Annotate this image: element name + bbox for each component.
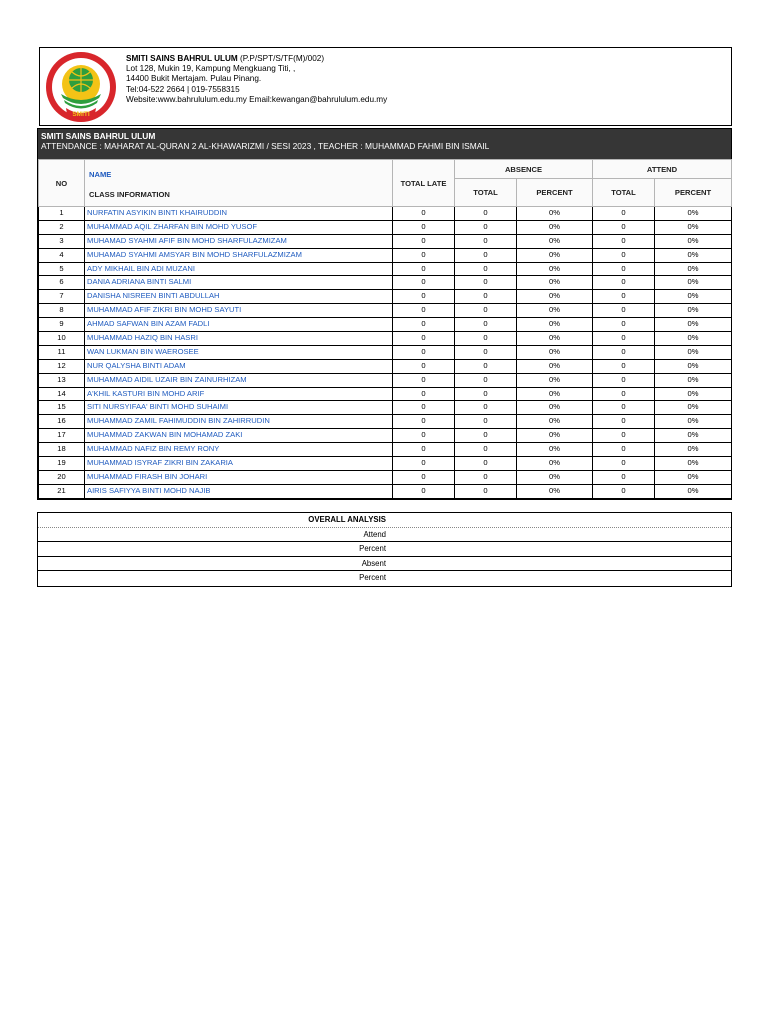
table-row	[39, 248, 732, 262]
attend-percent: 0%	[655, 276, 732, 290]
total-late: 0	[393, 359, 455, 373]
overall-row-attend-percent	[38, 542, 731, 557]
school-logo	[42, 50, 120, 124]
attend-percent: 0%	[655, 429, 732, 443]
student-name: AIRIS SAFIYYA BINTI MOHD NAJIB	[85, 484, 393, 498]
attend-total: 0	[593, 318, 655, 332]
absence-percent: 0%	[517, 304, 593, 318]
table-row	[39, 276, 732, 290]
school-registration: (P.P/SPT/S/TF(M)/002)	[240, 54, 325, 63]
total-late: 0	[393, 234, 455, 248]
total-late: 0	[393, 345, 455, 359]
overall-analysis	[37, 512, 732, 587]
overall-row-absent	[38, 557, 731, 572]
table-row	[39, 484, 732, 498]
student-name: MUHAMMAD ZAKWAN BIN MOHAMAD ZAKI	[85, 429, 393, 443]
overall-row-absent-percent	[38, 571, 731, 586]
attend-total: 0	[593, 484, 655, 498]
absence-percent: 0%	[517, 276, 593, 290]
attend-percent: 0%	[655, 484, 732, 498]
student-number: 12	[39, 359, 85, 373]
column-header-absence: ABSENCE	[455, 160, 593, 179]
absence-total: 0	[455, 387, 517, 401]
absence-percent: 0%	[517, 359, 593, 373]
attend-total: 0	[593, 429, 655, 443]
attend-percent: 0%	[655, 234, 732, 248]
student-name: WAN LUKMAN BIN WAEROSEE	[85, 345, 393, 359]
absence-total: 0	[455, 248, 517, 262]
absence-percent: 0%	[517, 220, 593, 234]
student-name: NURFATIN ASYIKIN BINTI KHAIRUDDIN	[85, 207, 393, 221]
student-number: 17	[39, 429, 85, 443]
absence-total: 0	[455, 457, 517, 471]
attend-percent: 0%	[655, 359, 732, 373]
absence-percent: 0%	[517, 332, 593, 346]
absence-percent: 0%	[517, 429, 593, 443]
total-late: 0	[393, 304, 455, 318]
attend-total: 0	[593, 443, 655, 457]
attend-total: 0	[593, 234, 655, 248]
table-row	[39, 401, 732, 415]
attend-total: 0	[593, 415, 655, 429]
student-name: MUHAMAD SYAHMI AFIF BIN MOHD SHARFULAZMIZAM	[85, 234, 393, 248]
column-header-no: NO	[39, 160, 85, 207]
attend-percent: 0%	[655, 345, 732, 359]
absence-total: 0	[455, 290, 517, 304]
report-subtitle: ATTENDANCE : MAHARAT AL-QURAN 2 AL-KHAWARIZMI / SESI 2023 , TEACHER : MUHAMMAD FAHMI BIN ISMAIL	[41, 141, 490, 152]
student-number: 13	[39, 373, 85, 387]
student-number: 6	[39, 276, 85, 290]
attend-percent: 0%	[655, 318, 732, 332]
attend-total: 0	[593, 345, 655, 359]
student-number: 20	[39, 470, 85, 484]
attend-total: 0	[593, 332, 655, 346]
absence-percent: 0%	[517, 262, 593, 276]
absence-percent: 0%	[517, 470, 593, 484]
column-header-name	[85, 160, 393, 207]
attend-total: 0	[593, 373, 655, 387]
attend-total: 0	[593, 401, 655, 415]
student-name: MUHAMMAD AQIL ZHARFAN BIN MOHD YUSOF	[85, 220, 393, 234]
student-number: 21	[39, 484, 85, 498]
attendance-report	[37, 128, 732, 500]
school-address-line-2: 14400 Bukit Mertajam. Pulau Pinang.	[126, 74, 262, 84]
total-late: 0	[393, 248, 455, 262]
absence-total: 0	[455, 345, 517, 359]
overall-label-attend: Attend	[363, 529, 386, 539]
attend-percent: 0%	[655, 290, 732, 304]
attend-percent: 0%	[655, 332, 732, 346]
student-number: 10	[39, 332, 85, 346]
attendance-table	[38, 159, 732, 499]
student-name: A'KHIL KASTURI BIN MOHD ARIF	[85, 387, 393, 401]
student-name: AHMAD SAFWAN BIN AZAM FADLI	[85, 318, 393, 332]
total-late: 0	[393, 387, 455, 401]
total-late: 0	[393, 373, 455, 387]
table-row	[39, 429, 732, 443]
attend-percent: 0%	[655, 387, 732, 401]
table-row	[39, 457, 732, 471]
absence-percent: 0%	[517, 248, 593, 262]
table-row	[39, 387, 732, 401]
school-name: SMITI SAINS BAHRUL ULUM	[126, 54, 238, 63]
attend-percent: 0%	[655, 248, 732, 262]
school-phone: Tel:04-522 2664 | 019-7558315	[126, 84, 240, 94]
table-row	[39, 359, 732, 373]
attend-total: 0	[593, 457, 655, 471]
student-number: 19	[39, 457, 85, 471]
total-late: 0	[393, 220, 455, 234]
absence-total: 0	[455, 359, 517, 373]
student-number: 1	[39, 207, 85, 221]
attend-total: 0	[593, 220, 655, 234]
student-name: NUR QALYSHA BINTI ADAM	[85, 359, 393, 373]
absence-total: 0	[455, 484, 517, 498]
student-name: DANIA ADRIANA BINTI SALMI	[85, 276, 393, 290]
attend-percent: 0%	[655, 220, 732, 234]
attend-percent: 0%	[655, 457, 732, 471]
absence-total: 0	[455, 415, 517, 429]
student-name: MUHAMMAD AIDIL UZAIR BIN ZAINURHIZAM	[85, 373, 393, 387]
absence-total: 0	[455, 234, 517, 248]
absence-total: 0	[455, 470, 517, 484]
table-row	[39, 373, 732, 387]
student-number: 16	[39, 415, 85, 429]
total-late: 0	[393, 429, 455, 443]
attend-total: 0	[593, 387, 655, 401]
table-row	[39, 234, 732, 248]
student-number: 8	[39, 304, 85, 318]
total-late: 0	[393, 318, 455, 332]
total-late: 0	[393, 276, 455, 290]
school-info	[126, 54, 387, 105]
total-late: 0	[393, 415, 455, 429]
student-name: MUHAMMAD ISYRAF ZIKRI BIN ZAKARIA	[85, 457, 393, 471]
absence-percent: 0%	[517, 415, 593, 429]
student-name: MUHAMMAD FIRASH BIN JOHARI	[85, 470, 393, 484]
attend-total: 0	[593, 304, 655, 318]
school-header	[39, 47, 732, 126]
table-row	[39, 304, 732, 318]
table-row	[39, 262, 732, 276]
logo-text: SMITI	[72, 111, 90, 118]
student-number: 9	[39, 318, 85, 332]
column-header-total-late: TOTAL LATE	[393, 160, 455, 207]
absence-total: 0	[455, 207, 517, 221]
absence-percent: 0%	[517, 443, 593, 457]
absence-percent: 0%	[517, 318, 593, 332]
overall-label-absent-percent: Percent	[359, 573, 386, 583]
overall-analysis-title: OVERALL ANALYSIS	[308, 515, 386, 524]
school-address-line-1: Lot 128, Mukin 19, Kampung Mengkuang Titi, ,	[126, 64, 296, 74]
table-row	[39, 443, 732, 457]
student-name: ADY MIKHAIL BIN ADI MUZANI	[85, 262, 393, 276]
column-header-attend-total: TOTAL	[593, 179, 655, 207]
table-row	[39, 332, 732, 346]
column-header-attend-percent: PERCENT	[655, 179, 732, 207]
attend-total: 0	[593, 207, 655, 221]
student-number: 3	[39, 234, 85, 248]
school-web-email: Website:www.bahrululum.edu.my Email:kewangan@bahrululum.edu.my	[126, 94, 388, 104]
absence-percent: 0%	[517, 387, 593, 401]
absence-percent: 0%	[517, 234, 593, 248]
table-row	[39, 415, 732, 429]
total-late: 0	[393, 470, 455, 484]
absence-percent: 0%	[517, 373, 593, 387]
student-name: DANISHA NISREEN BINTI ABDULLAH	[85, 290, 393, 304]
student-number: 4	[39, 248, 85, 262]
student-name: MUHAMMAD AFIF ZIKRI BIN MOHD SAYUTI	[85, 304, 393, 318]
column-header-class-info: CLASS INFORMATION	[89, 189, 170, 199]
attend-total: 0	[593, 276, 655, 290]
total-late: 0	[393, 443, 455, 457]
absence-percent: 0%	[517, 207, 593, 221]
attend-percent: 0%	[655, 470, 732, 484]
absence-total: 0	[455, 401, 517, 415]
student-number: 15	[39, 401, 85, 415]
student-number: 11	[39, 345, 85, 359]
absence-percent: 0%	[517, 484, 593, 498]
column-header-absence-total: TOTAL	[455, 179, 517, 207]
attend-percent: 0%	[655, 207, 732, 221]
attend-total: 0	[593, 290, 655, 304]
absence-total: 0	[455, 332, 517, 346]
absence-total: 0	[455, 318, 517, 332]
table-row	[39, 290, 732, 304]
overall-analysis-header	[38, 513, 731, 528]
absence-percent: 0%	[517, 345, 593, 359]
absence-percent: 0%	[517, 401, 593, 415]
total-late: 0	[393, 262, 455, 276]
student-name: MUHAMMAD NAFIZ BIN REMY RONY	[85, 443, 393, 457]
attend-percent: 0%	[655, 415, 732, 429]
student-number: 5	[39, 262, 85, 276]
total-late: 0	[393, 290, 455, 304]
student-name: MUHAMMAD HAZIQ BIN HASRI	[85, 332, 393, 346]
overall-label-absent: Absent	[361, 558, 386, 568]
table-row	[39, 318, 732, 332]
attend-total: 0	[593, 359, 655, 373]
attend-total: 0	[593, 262, 655, 276]
attend-percent: 0%	[655, 373, 732, 387]
total-late: 0	[393, 332, 455, 346]
student-name: SITI NURSYIFAA' BINTI MOHD SUHAIMI	[85, 401, 393, 415]
absence-total: 0	[455, 276, 517, 290]
student-number: 18	[39, 443, 85, 457]
attend-total: 0	[593, 470, 655, 484]
student-rows	[39, 207, 732, 499]
student-number: 14	[39, 387, 85, 401]
attend-percent: 0%	[655, 401, 732, 415]
table-row	[39, 207, 732, 221]
absence-total: 0	[455, 373, 517, 387]
student-name: MUHAMAD SYAHMI AMSYAR BIN MOHD SHARFULAZMIZAM	[85, 248, 393, 262]
report-title-bar	[38, 129, 731, 159]
attend-percent: 0%	[655, 262, 732, 276]
student-number: 7	[39, 290, 85, 304]
total-late: 0	[393, 484, 455, 498]
attend-percent: 0%	[655, 443, 732, 457]
absence-total: 0	[455, 262, 517, 276]
column-header-name-label: NAME	[89, 169, 112, 179]
table-row	[39, 345, 732, 359]
absence-total: 0	[455, 304, 517, 318]
table-row	[39, 220, 732, 234]
total-late: 0	[393, 207, 455, 221]
absence-total: 0	[455, 429, 517, 443]
column-header-attend: ATTEND	[593, 160, 732, 179]
overall-label-attend-percent: Percent	[359, 544, 386, 554]
total-late: 0	[393, 401, 455, 415]
column-header-absence-percent: PERCENT	[517, 179, 593, 207]
table-row	[39, 470, 732, 484]
student-number: 2	[39, 220, 85, 234]
student-name: MUHAMMAD ZAMIL FAHIMUDDIN BIN ZAHIRRUDIN	[85, 415, 393, 429]
school-logo-emblem	[42, 50, 120, 124]
absence-percent: 0%	[517, 457, 593, 471]
report-title: SMITI SAINS BAHRUL ULUM	[41, 131, 156, 141]
attend-total: 0	[593, 248, 655, 262]
total-late: 0	[393, 457, 455, 471]
absence-percent: 0%	[517, 290, 593, 304]
overall-row-attend	[38, 528, 731, 543]
attend-percent: 0%	[655, 304, 732, 318]
absence-total: 0	[455, 443, 517, 457]
absence-total: 0	[455, 220, 517, 234]
